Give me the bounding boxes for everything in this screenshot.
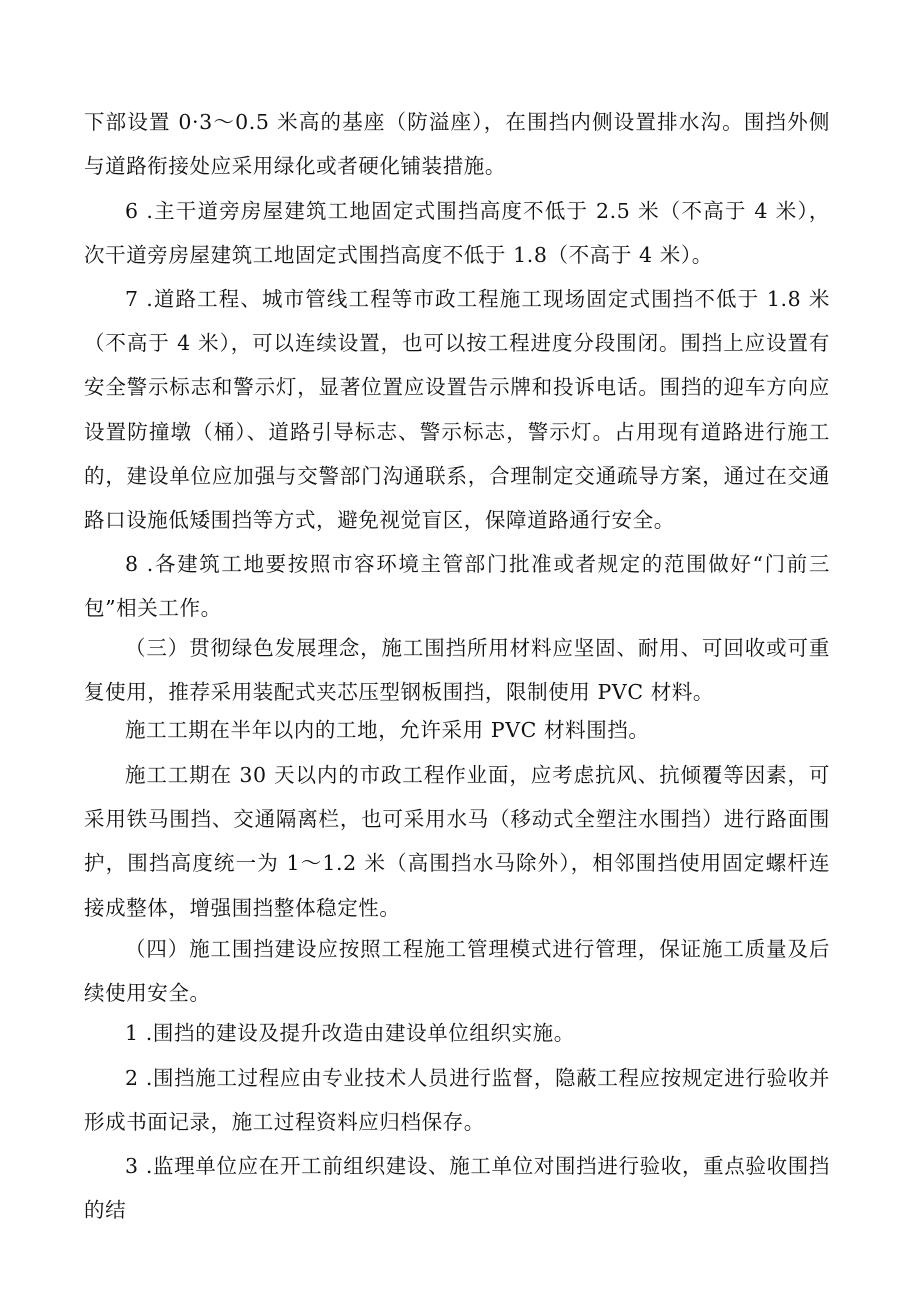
paragraph-30-day-works-barriers: 施工工期在 30 天以内的市政工程作业面，应考虑抗风、抗倾覆等因素，可采用铁马围挡、交通隔离栏，也可采用水马（移动式全塑注水围挡）进行路面围护，围挡高度统一为 1～1.2 米（高围挡水马除外），相邻围挡使用固定螺杆连接成整体，增强围挡整体稳定性。 <box>84 763 830 920</box>
paragraph-section-3-green-materials: （三）贯彻绿色发展理念，施工围挡所用材料应坚固、耐用、可回收或可重复使用，推荐采用装配式夹芯压型钢板围挡，限制使用 PVC 材料。 <box>84 636 830 705</box>
paragraph-item-8-three-guarantees: 8 .各建筑工地要按照市容环境主管部门批准或者规定的范围做好“门前三包”相关工作。 <box>84 552 830 621</box>
paragraph-item-6-trunk-road-fence-height: 6 .主干道旁房屋建筑工地固定式围挡高度不低于 2.5 米（不高于 4 米），次干道旁房屋建筑工地固定式围挡高度不低于 1.8（不高于 4 米）。 <box>84 199 830 268</box>
paragraph-item-3-acceptance: 3 .监理单位应在开工前组织建设、施工单位对围挡进行验收，重点验收围挡的结 <box>84 1154 830 1223</box>
paragraph-pvc-half-year: 施工工期在半年以内的工地，允许采用 PVC 材料围挡。 <box>125 718 650 742</box>
paragraph-item-2-supervision-records: 2 .围挡施工过程应由专业技术人员进行监督，隐蔽工程应按规定进行验收并形成书面记录，施工过程资料应归档保存。 <box>84 1066 830 1135</box>
paragraph-section-4-construction-management: （四）施工围挡建设应按照工程施工管理模式进行管理，保证施工质量及后续使用安全。 <box>84 937 830 1006</box>
paragraph-base-and-drainage: 下部设置 0·3～0.5 米高的基座（防溢座），在围挡内侧设置排水沟。围挡外侧与道路衔接处应采用绿化或者硬化铺装措施。 <box>84 110 830 179</box>
paragraph-item-7-municipal-works-fence: 7 .道路工程、城市管线工程等市政工程施工现场固定式围挡不低于 1.8 米（不高于 4 米），可以连续设置，也可以按工程进度分段围闭。围挡上应设置有安全警示标志和警示灯，显著位置应设置告示牌和投诉电话。围挡的迎车方向应设置防撞墩（桶）、道路引导标志、警示标志，警示灯。占用现有道路进行施工的，建设单位应加强与交警部门沟通联系，合理制定交通疏导方案，通过在交通路口设施低矮围挡等方式，避免视觉盲区，保障道路通行安全。 <box>84 287 830 533</box>
paragraph-item-1-owner-implementation: 1 .围挡的建设及提升改造由建设单位组织实施。 <box>125 1021 575 1045</box>
